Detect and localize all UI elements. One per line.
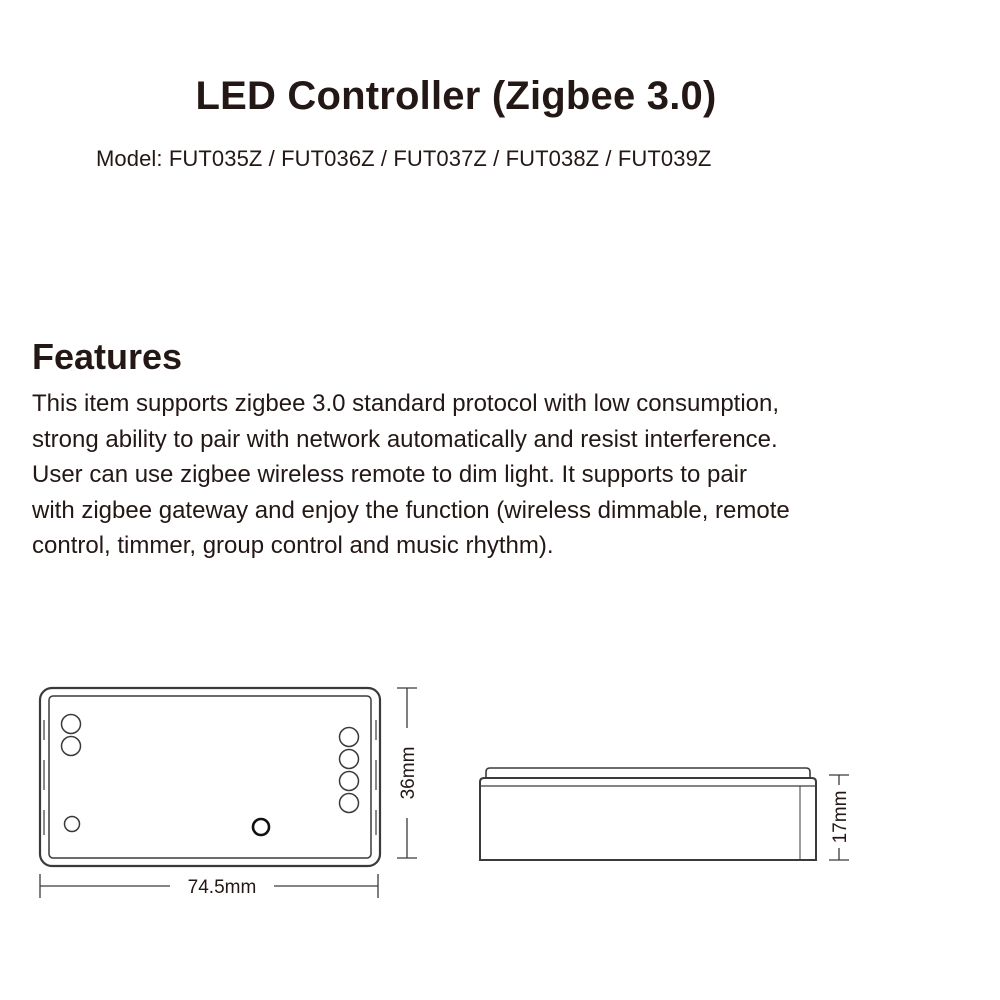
controller-top-view [40, 688, 380, 866]
features-line: User can use zigbee wireless remote to dim light. It supports to pair [32, 461, 747, 488]
features-description [32, 386, 932, 564]
height-label: 36mm [398, 746, 419, 800]
features-line: control, timmer, group control and music rhythm). [32, 532, 554, 559]
thickness-label: 17mm [830, 790, 851, 844]
output-terminal [340, 772, 359, 791]
features-line: This item supports zigbee 3.0 standard protocol with low consumption, [32, 390, 780, 417]
side-view-lid [486, 768, 810, 778]
model-numbers: Model: FUT035Z / FUT036Z / FUT037Z / FUT038Z / FUT039Z [96, 146, 712, 171]
width-label: 74.5mm [187, 877, 257, 898]
output-terminal [340, 750, 359, 769]
side-view-body [480, 778, 816, 860]
page-title: LED Controller (Zigbee 3.0) [195, 74, 717, 118]
input-terminal [62, 715, 81, 734]
led-indicator [65, 817, 80, 832]
output-terminal [340, 728, 359, 747]
controller-outer-shell [40, 688, 380, 866]
input-terminal [62, 737, 81, 756]
controller-side-view [480, 768, 816, 860]
dimension-diagram [0, 660, 1000, 920]
controller-inner-face [49, 696, 371, 858]
pairing-button [253, 819, 269, 835]
features-line: strong ability to pair with network automatically and resist interference. [32, 425, 778, 453]
features-heading: Features [32, 336, 183, 377]
output-terminal [340, 794, 359, 813]
features-line: with zigbee gateway and enjoy the function (wireless dimmable, remote [32, 496, 790, 524]
